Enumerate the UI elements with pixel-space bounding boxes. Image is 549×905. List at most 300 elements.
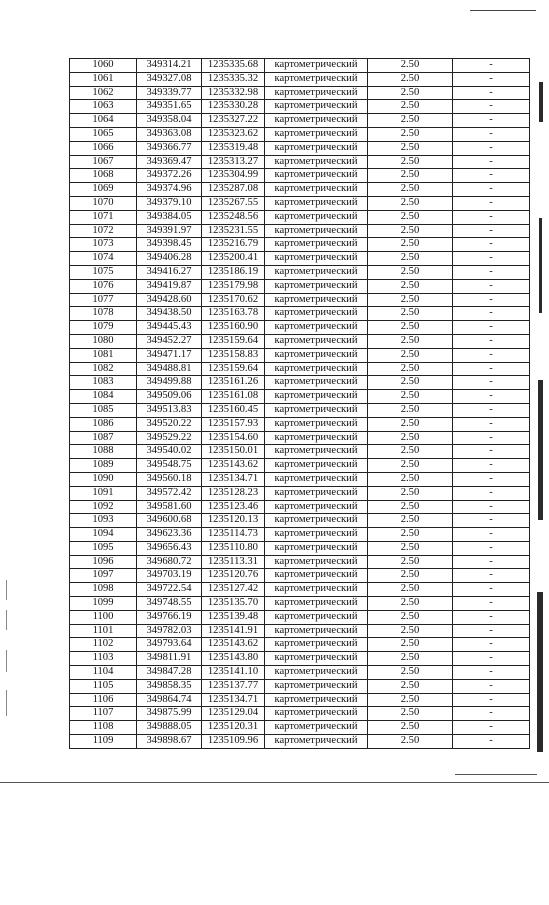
point-number-cell: 1098 bbox=[70, 583, 137, 597]
method-cell: картометрический bbox=[265, 707, 368, 721]
description-cell: - bbox=[453, 459, 530, 473]
description-cell: - bbox=[453, 210, 530, 224]
point-number-cell: 1083 bbox=[70, 376, 137, 390]
precision-cell: 2.50 bbox=[368, 169, 453, 183]
table-row bbox=[70, 334, 530, 348]
table-row bbox=[70, 59, 530, 73]
table-row bbox=[70, 569, 530, 583]
method-cell: картометрический bbox=[265, 252, 368, 266]
precision-cell: 2.50 bbox=[368, 210, 453, 224]
point-number-cell: 1107 bbox=[70, 707, 137, 721]
description-cell: - bbox=[453, 169, 530, 183]
table-row bbox=[70, 652, 530, 666]
method-cell: картометрический bbox=[265, 390, 368, 404]
method-cell: картометрический bbox=[265, 155, 368, 169]
y-coordinate-cell: 1235319.48 bbox=[202, 141, 265, 155]
description-cell: - bbox=[453, 500, 530, 514]
x-coordinate-cell: 349428.60 bbox=[137, 293, 202, 307]
method-cell: картометрический bbox=[265, 224, 368, 238]
y-coordinate-cell: 1235129.04 bbox=[202, 707, 265, 721]
method-cell: картометрический bbox=[265, 431, 368, 445]
x-coordinate-cell: 349898.67 bbox=[137, 735, 202, 749]
method-cell: картометрический bbox=[265, 514, 368, 528]
precision-cell: 2.50 bbox=[368, 72, 453, 86]
x-coordinate-cell: 349581.60 bbox=[137, 500, 202, 514]
y-coordinate-cell: 1235304.99 bbox=[202, 169, 265, 183]
x-coordinate-cell: 349875.99 bbox=[137, 707, 202, 721]
method-cell: картометрический bbox=[265, 100, 368, 114]
table-row bbox=[70, 721, 530, 735]
method-cell: картометрический bbox=[265, 445, 368, 459]
x-coordinate-cell: 349722.54 bbox=[137, 583, 202, 597]
method-cell: картометрический bbox=[265, 169, 368, 183]
precision-cell: 2.50 bbox=[368, 224, 453, 238]
description-cell: - bbox=[453, 514, 530, 528]
point-number-cell: 1085 bbox=[70, 403, 137, 417]
precision-cell: 2.50 bbox=[368, 390, 453, 404]
precision-cell: 2.50 bbox=[368, 679, 453, 693]
precision-cell: 2.50 bbox=[368, 486, 453, 500]
point-number-cell: 1074 bbox=[70, 252, 137, 266]
table-row bbox=[70, 141, 530, 155]
table-row bbox=[70, 114, 530, 128]
point-number-cell: 1096 bbox=[70, 555, 137, 569]
x-coordinate-cell: 349513.83 bbox=[137, 403, 202, 417]
precision-cell: 2.50 bbox=[368, 624, 453, 638]
table-row bbox=[70, 679, 530, 693]
method-cell: картометрический bbox=[265, 638, 368, 652]
point-number-cell: 1092 bbox=[70, 500, 137, 514]
scan-edge-mark bbox=[538, 380, 543, 520]
description-cell: - bbox=[453, 224, 530, 238]
page-bottom-rule bbox=[0, 782, 549, 783]
description-cell: - bbox=[453, 307, 530, 321]
method-cell: картометрический bbox=[265, 114, 368, 128]
method-cell: картометрический bbox=[265, 183, 368, 197]
y-coordinate-cell: 1235134.71 bbox=[202, 472, 265, 486]
table-row bbox=[70, 472, 530, 486]
table-row bbox=[70, 528, 530, 542]
page-top-rule bbox=[470, 10, 536, 11]
method-cell: картометрический bbox=[265, 321, 368, 335]
table-row bbox=[70, 224, 530, 238]
point-number-cell: 1062 bbox=[70, 86, 137, 100]
table-row bbox=[70, 583, 530, 597]
x-coordinate-cell: 349548.75 bbox=[137, 459, 202, 473]
precision-cell: 2.50 bbox=[368, 362, 453, 376]
precision-cell: 2.50 bbox=[368, 127, 453, 141]
method-cell: картометрический bbox=[265, 472, 368, 486]
y-coordinate-cell: 1235330.28 bbox=[202, 100, 265, 114]
table-row bbox=[70, 155, 530, 169]
y-coordinate-cell: 1235161.08 bbox=[202, 390, 265, 404]
point-number-cell: 1061 bbox=[70, 72, 137, 86]
y-coordinate-cell: 1235135.70 bbox=[202, 597, 265, 611]
table-row bbox=[70, 597, 530, 611]
description-cell: - bbox=[453, 528, 530, 542]
method-cell: картометрический bbox=[265, 307, 368, 321]
precision-cell: 2.50 bbox=[368, 583, 453, 597]
description-cell: - bbox=[453, 196, 530, 210]
method-cell: картометрический bbox=[265, 376, 368, 390]
description-cell: - bbox=[453, 569, 530, 583]
table-row bbox=[70, 735, 530, 749]
description-cell: - bbox=[453, 293, 530, 307]
x-coordinate-cell: 349748.55 bbox=[137, 597, 202, 611]
precision-cell: 2.50 bbox=[368, 735, 453, 749]
y-coordinate-cell: 1235159.64 bbox=[202, 362, 265, 376]
point-number-cell: 1080 bbox=[70, 334, 137, 348]
y-coordinate-cell: 1235141.91 bbox=[202, 624, 265, 638]
x-coordinate-cell: 349369.47 bbox=[137, 155, 202, 169]
method-cell: картометрический bbox=[265, 597, 368, 611]
description-cell: - bbox=[453, 652, 530, 666]
precision-cell: 2.50 bbox=[368, 334, 453, 348]
description-cell: - bbox=[453, 472, 530, 486]
precision-cell: 2.50 bbox=[368, 472, 453, 486]
description-cell: - bbox=[453, 252, 530, 266]
x-coordinate-cell: 349363.08 bbox=[137, 127, 202, 141]
y-coordinate-cell: 1235327.22 bbox=[202, 114, 265, 128]
coordinates-table-body bbox=[70, 59, 530, 749]
method-cell: картометрический bbox=[265, 459, 368, 473]
description-cell: - bbox=[453, 155, 530, 169]
method-cell: картометрический bbox=[265, 500, 368, 514]
y-coordinate-cell: 1235123.46 bbox=[202, 500, 265, 514]
method-cell: картометрический bbox=[265, 293, 368, 307]
point-number-cell: 1073 bbox=[70, 238, 137, 252]
y-coordinate-cell: 1235141.10 bbox=[202, 666, 265, 680]
description-cell: - bbox=[453, 597, 530, 611]
binding-hole-mark bbox=[6, 580, 7, 600]
method-cell: картометрический bbox=[265, 610, 368, 624]
table-row bbox=[70, 238, 530, 252]
x-coordinate-cell: 349488.81 bbox=[137, 362, 202, 376]
table-row bbox=[70, 707, 530, 721]
description-cell: - bbox=[453, 624, 530, 638]
method-cell: картометрический bbox=[265, 528, 368, 542]
point-number-cell: 1082 bbox=[70, 362, 137, 376]
description-cell: - bbox=[453, 403, 530, 417]
x-coordinate-cell: 349600.68 bbox=[137, 514, 202, 528]
precision-cell: 2.50 bbox=[368, 252, 453, 266]
point-number-cell: 1084 bbox=[70, 390, 137, 404]
y-coordinate-cell: 1235120.76 bbox=[202, 569, 265, 583]
precision-cell: 2.50 bbox=[368, 541, 453, 555]
point-number-cell: 1070 bbox=[70, 196, 137, 210]
point-number-cell: 1068 bbox=[70, 169, 137, 183]
point-number-cell: 1078 bbox=[70, 307, 137, 321]
table-row bbox=[70, 86, 530, 100]
table-row bbox=[70, 445, 530, 459]
description-cell: - bbox=[453, 321, 530, 335]
signature-line bbox=[455, 774, 537, 775]
y-coordinate-cell: 1235160.90 bbox=[202, 321, 265, 335]
point-number-cell: 1072 bbox=[70, 224, 137, 238]
y-coordinate-cell: 1235120.13 bbox=[202, 514, 265, 528]
method-cell: картометрический bbox=[265, 541, 368, 555]
precision-cell: 2.50 bbox=[368, 707, 453, 721]
point-number-cell: 1066 bbox=[70, 141, 137, 155]
y-coordinate-cell: 1235127.42 bbox=[202, 583, 265, 597]
table-row bbox=[70, 293, 530, 307]
method-cell: картометрический bbox=[265, 348, 368, 362]
description-cell: - bbox=[453, 334, 530, 348]
point-number-cell: 1090 bbox=[70, 472, 137, 486]
precision-cell: 2.50 bbox=[368, 500, 453, 514]
precision-cell: 2.50 bbox=[368, 293, 453, 307]
precision-cell: 2.50 bbox=[368, 376, 453, 390]
y-coordinate-cell: 1235150.01 bbox=[202, 445, 265, 459]
description-cell: - bbox=[453, 127, 530, 141]
method-cell: картометрический bbox=[265, 569, 368, 583]
description-cell: - bbox=[453, 693, 530, 707]
description-cell: - bbox=[453, 666, 530, 680]
y-coordinate-cell: 1235313.27 bbox=[202, 155, 265, 169]
precision-cell: 2.50 bbox=[368, 183, 453, 197]
table-row bbox=[70, 252, 530, 266]
x-coordinate-cell: 349888.05 bbox=[137, 721, 202, 735]
table-row bbox=[70, 390, 530, 404]
point-number-cell: 1067 bbox=[70, 155, 137, 169]
binding-hole-mark bbox=[6, 610, 7, 630]
y-coordinate-cell: 1235134.71 bbox=[202, 693, 265, 707]
table-row bbox=[70, 431, 530, 445]
point-number-cell: 1105 bbox=[70, 679, 137, 693]
y-coordinate-cell: 1235170.62 bbox=[202, 293, 265, 307]
y-coordinate-cell: 1235287.08 bbox=[202, 183, 265, 197]
y-coordinate-cell: 1235120.31 bbox=[202, 721, 265, 735]
x-coordinate-cell: 349560.18 bbox=[137, 472, 202, 486]
table-row bbox=[70, 624, 530, 638]
x-coordinate-cell: 349445.43 bbox=[137, 321, 202, 335]
y-coordinate-cell: 1235332.98 bbox=[202, 86, 265, 100]
y-coordinate-cell: 1235154.60 bbox=[202, 431, 265, 445]
precision-cell: 2.50 bbox=[368, 59, 453, 73]
table-row bbox=[70, 500, 530, 514]
point-number-cell: 1088 bbox=[70, 445, 137, 459]
table-row bbox=[70, 279, 530, 293]
y-coordinate-cell: 1235267.55 bbox=[202, 196, 265, 210]
point-number-cell: 1064 bbox=[70, 114, 137, 128]
y-coordinate-cell: 1235186.19 bbox=[202, 265, 265, 279]
y-coordinate-cell: 1235248.56 bbox=[202, 210, 265, 224]
x-coordinate-cell: 349379.10 bbox=[137, 196, 202, 210]
precision-cell: 2.50 bbox=[368, 196, 453, 210]
method-cell: картометрический bbox=[265, 735, 368, 749]
method-cell: картометрический bbox=[265, 196, 368, 210]
y-coordinate-cell: 1235110.80 bbox=[202, 541, 265, 555]
scan-edge-mark bbox=[539, 82, 543, 122]
table-row bbox=[70, 210, 530, 224]
description-cell: - bbox=[453, 265, 530, 279]
x-coordinate-cell: 349351.65 bbox=[137, 100, 202, 114]
method-cell: картометрический bbox=[265, 127, 368, 141]
x-coordinate-cell: 349416.27 bbox=[137, 265, 202, 279]
description-cell: - bbox=[453, 86, 530, 100]
x-coordinate-cell: 349419.87 bbox=[137, 279, 202, 293]
point-number-cell: 1063 bbox=[70, 100, 137, 114]
point-number-cell: 1076 bbox=[70, 279, 137, 293]
y-coordinate-cell: 1235216.79 bbox=[202, 238, 265, 252]
x-coordinate-cell: 349847.28 bbox=[137, 666, 202, 680]
y-coordinate-cell: 1235179.98 bbox=[202, 279, 265, 293]
method-cell: картометрический bbox=[265, 59, 368, 73]
description-cell: - bbox=[453, 735, 530, 749]
precision-cell: 2.50 bbox=[368, 114, 453, 128]
precision-cell: 2.50 bbox=[368, 652, 453, 666]
x-coordinate-cell: 349782.03 bbox=[137, 624, 202, 638]
precision-cell: 2.50 bbox=[368, 528, 453, 542]
y-coordinate-cell: 1235143.62 bbox=[202, 638, 265, 652]
table-row bbox=[70, 265, 530, 279]
table-row bbox=[70, 417, 530, 431]
description-cell: - bbox=[453, 417, 530, 431]
table-row bbox=[70, 307, 530, 321]
table-row bbox=[70, 638, 530, 652]
precision-cell: 2.50 bbox=[368, 403, 453, 417]
binding-hole-mark bbox=[6, 690, 7, 716]
precision-cell: 2.50 bbox=[368, 597, 453, 611]
precision-cell: 2.50 bbox=[368, 569, 453, 583]
description-cell: - bbox=[453, 431, 530, 445]
x-coordinate-cell: 349339.77 bbox=[137, 86, 202, 100]
point-number-cell: 1093 bbox=[70, 514, 137, 528]
description-cell: - bbox=[453, 679, 530, 693]
precision-cell: 2.50 bbox=[368, 86, 453, 100]
x-coordinate-cell: 349366.77 bbox=[137, 141, 202, 155]
table-row bbox=[70, 555, 530, 569]
description-cell: - bbox=[453, 721, 530, 735]
description-cell: - bbox=[453, 445, 530, 459]
x-coordinate-cell: 349572.42 bbox=[137, 486, 202, 500]
x-coordinate-cell: 349406.28 bbox=[137, 252, 202, 266]
point-number-cell: 1065 bbox=[70, 127, 137, 141]
y-coordinate-cell: 1235114.73 bbox=[202, 528, 265, 542]
y-coordinate-cell: 1235160.45 bbox=[202, 403, 265, 417]
y-coordinate-cell: 1235128.23 bbox=[202, 486, 265, 500]
method-cell: картометрический bbox=[265, 72, 368, 86]
y-coordinate-cell: 1235158.83 bbox=[202, 348, 265, 362]
precision-cell: 2.50 bbox=[368, 348, 453, 362]
description-cell: - bbox=[453, 348, 530, 362]
x-coordinate-cell: 349372.26 bbox=[137, 169, 202, 183]
x-coordinate-cell: 349509.06 bbox=[137, 390, 202, 404]
x-coordinate-cell: 349520.22 bbox=[137, 417, 202, 431]
y-coordinate-cell: 1235139.48 bbox=[202, 610, 265, 624]
precision-cell: 2.50 bbox=[368, 638, 453, 652]
table-row bbox=[70, 321, 530, 335]
x-coordinate-cell: 349391.97 bbox=[137, 224, 202, 238]
precision-cell: 2.50 bbox=[368, 100, 453, 114]
description-cell: - bbox=[453, 707, 530, 721]
description-cell: - bbox=[453, 114, 530, 128]
precision-cell: 2.50 bbox=[368, 307, 453, 321]
method-cell: картометрический bbox=[265, 334, 368, 348]
point-number-cell: 1108 bbox=[70, 721, 137, 735]
description-cell: - bbox=[453, 100, 530, 114]
y-coordinate-cell: 1235113.31 bbox=[202, 555, 265, 569]
point-number-cell: 1087 bbox=[70, 431, 137, 445]
method-cell: картометрический bbox=[265, 210, 368, 224]
table-row bbox=[70, 666, 530, 680]
point-number-cell: 1104 bbox=[70, 666, 137, 680]
y-coordinate-cell: 1235231.55 bbox=[202, 224, 265, 238]
description-cell: - bbox=[453, 141, 530, 155]
x-coordinate-cell: 349864.74 bbox=[137, 693, 202, 707]
x-coordinate-cell: 349452.27 bbox=[137, 334, 202, 348]
x-coordinate-cell: 349529.22 bbox=[137, 431, 202, 445]
x-coordinate-cell: 349358.04 bbox=[137, 114, 202, 128]
table-row bbox=[70, 693, 530, 707]
description-cell: - bbox=[453, 279, 530, 293]
x-coordinate-cell: 349398.45 bbox=[137, 238, 202, 252]
method-cell: картометрический bbox=[265, 693, 368, 707]
method-cell: картометрический bbox=[265, 362, 368, 376]
point-number-cell: 1075 bbox=[70, 265, 137, 279]
y-coordinate-cell: 1235109.96 bbox=[202, 735, 265, 749]
point-number-cell: 1102 bbox=[70, 638, 137, 652]
method-cell: картометрический bbox=[265, 624, 368, 638]
point-number-cell: 1106 bbox=[70, 693, 137, 707]
point-number-cell: 1101 bbox=[70, 624, 137, 638]
table-row bbox=[70, 403, 530, 417]
point-number-cell: 1071 bbox=[70, 210, 137, 224]
point-number-cell: 1089 bbox=[70, 459, 137, 473]
description-cell: - bbox=[453, 238, 530, 252]
precision-cell: 2.50 bbox=[368, 610, 453, 624]
table-row bbox=[70, 514, 530, 528]
binding-hole-mark bbox=[6, 650, 7, 672]
point-number-cell: 1109 bbox=[70, 735, 137, 749]
precision-cell: 2.50 bbox=[368, 417, 453, 431]
point-number-cell: 1069 bbox=[70, 183, 137, 197]
x-coordinate-cell: 349499.88 bbox=[137, 376, 202, 390]
coordinates-table bbox=[69, 58, 530, 749]
table-row bbox=[70, 127, 530, 141]
precision-cell: 2.50 bbox=[368, 693, 453, 707]
table-row bbox=[70, 348, 530, 362]
description-cell: - bbox=[453, 610, 530, 624]
y-coordinate-cell: 1235163.78 bbox=[202, 307, 265, 321]
table-row bbox=[70, 196, 530, 210]
table-row bbox=[70, 72, 530, 86]
precision-cell: 2.50 bbox=[368, 155, 453, 169]
x-coordinate-cell: 349656.43 bbox=[137, 541, 202, 555]
precision-cell: 2.50 bbox=[368, 459, 453, 473]
point-number-cell: 1094 bbox=[70, 528, 137, 542]
x-coordinate-cell: 349471.17 bbox=[137, 348, 202, 362]
x-coordinate-cell: 349540.02 bbox=[137, 445, 202, 459]
point-number-cell: 1086 bbox=[70, 417, 137, 431]
description-cell: - bbox=[453, 59, 530, 73]
precision-cell: 2.50 bbox=[368, 141, 453, 155]
point-number-cell: 1103 bbox=[70, 652, 137, 666]
point-number-cell: 1099 bbox=[70, 597, 137, 611]
table-row bbox=[70, 169, 530, 183]
precision-cell: 2.50 bbox=[368, 555, 453, 569]
table-row bbox=[70, 100, 530, 114]
precision-cell: 2.50 bbox=[368, 321, 453, 335]
table-row bbox=[70, 541, 530, 555]
table-row bbox=[70, 183, 530, 197]
x-coordinate-cell: 349374.96 bbox=[137, 183, 202, 197]
x-coordinate-cell: 349623.36 bbox=[137, 528, 202, 542]
table-row bbox=[70, 486, 530, 500]
description-cell: - bbox=[453, 638, 530, 652]
y-coordinate-cell: 1235335.32 bbox=[202, 72, 265, 86]
y-coordinate-cell: 1235159.64 bbox=[202, 334, 265, 348]
